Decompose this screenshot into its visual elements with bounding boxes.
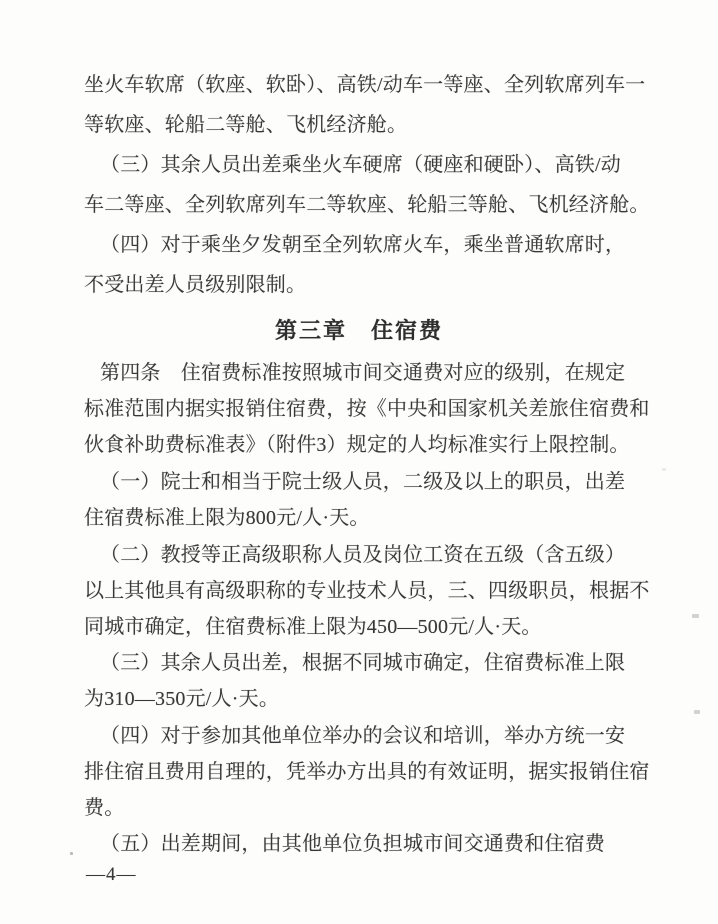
text-line: 第四条 住宿费标准按照城市间交通费对应的级别，在规定: [100, 362, 626, 384]
text-line: （五）出差期间，由其他单位负担城市间交通费和住宿费: [100, 833, 605, 855]
text-line: 坐火车软席（软座、软卧）、高铁/动车一等座、全列软席列车一: [84, 74, 646, 96]
text-line: （一）院士和相当于院士级人员，二级及以上的职员，出差: [100, 471, 626, 493]
text-line: 为310—350元/人·天。: [84, 688, 280, 710]
page-number: —4—: [86, 864, 137, 885]
text-line: 排住宿且费用自理的，凭举办方出具的有效证明，据实报销住宿: [84, 761, 650, 783]
scan-artifact-speck: [70, 852, 73, 855]
text-line: （二）教授等正高级职称人员及岗位工资在五级（含五级）: [100, 544, 626, 566]
text-line: 不受出差人员级别限制。: [84, 274, 307, 296]
scan-artifact-speck: [692, 614, 699, 618]
text-line: 伙食补助费标准表》（附件3）规定的人均标准实行上限控制。: [84, 434, 630, 456]
chapter-heading: 第三章 住宿费: [274, 318, 443, 343]
text-line: 以上其他具有高级职称的专业技术人员，三、四级职员，根据不: [84, 580, 650, 602]
scan-artifact-speck: [694, 710, 700, 714]
text-line: 车二等座、全列软席列车二等软座、轮船三等舱、飞机经济舱。: [84, 194, 650, 216]
text-line: （三）其余人员出差，根据不同城市确定，住宿费标准上限: [100, 652, 626, 674]
text-line: 费。: [84, 797, 125, 819]
text-line: 住宿费标准上限为800元/人·天。: [84, 507, 370, 529]
text-line: 等软座、轮船二等舱、飞机经济舱。: [84, 114, 408, 136]
text-line: 标准范围内据实报销住宿费，按《中央和国家机关差旅住宿费和: [84, 398, 650, 420]
scan-artifact-speck: [662, 468, 666, 471]
text-line: 同城市确定，住宿费标准上限为450—500元/人·天。: [84, 616, 542, 638]
text-line: （四）对于参加其他单位举办的会议和培训，举办方统一安: [100, 725, 626, 747]
text-line: （三）其余人员出差乘坐火车硬席（硬座和硬卧）、高铁/动: [100, 154, 621, 176]
text-line: （四）对于乘坐夕发朝至全列软席火车，乘坐普通软席时，: [100, 234, 626, 256]
